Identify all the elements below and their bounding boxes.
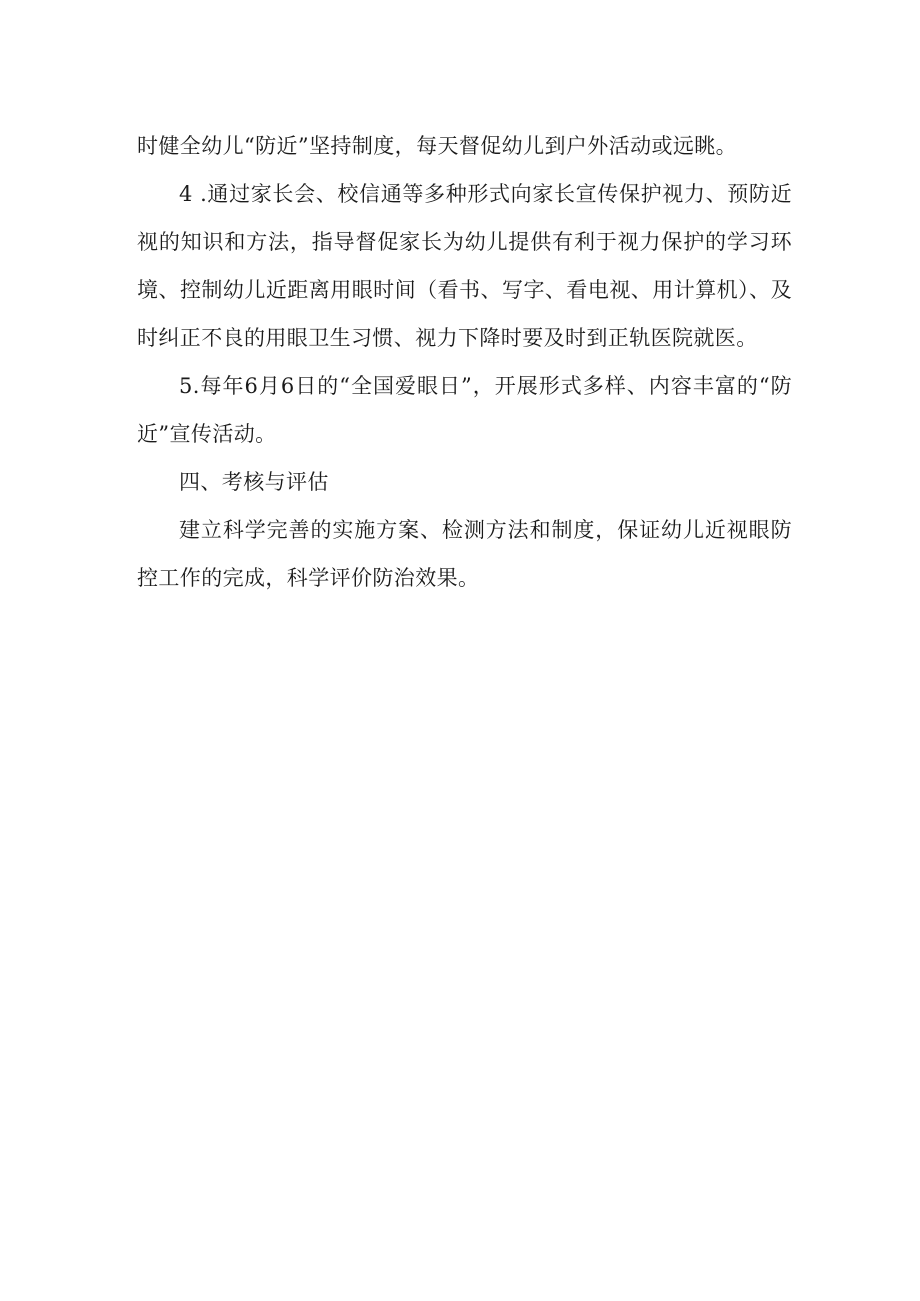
paragraph-continuation: 时健全幼儿“防近”坚持制度，每天督促幼儿到户外活动或远眺。 [137,134,738,158]
document-body [137,122,792,602]
section-heading-assessment: 四、考核与评估 [179,470,329,494]
paragraph-assessment: 建立科学完善的实施方案、检测方法和制度，保证幼儿近视眼防控工作的完成，科学评价防治效果。 [137,518,792,590]
paragraph-item-5: 5.每年6月6日的“全国爱眼日”，开展形式多样、内容丰富的“防近”宣传活动。 [137,374,792,446]
paragraph-item-4: 4 .通过家长会、校信通等多种形式向家长宣传保护视力、预防近视的知识和方法，指导督促家长为幼儿提供有利于视力保护的学习环境、控制幼儿近距离用眼时间（看书、写字、看电视、用计算机）、及时纠正不良的用眼卫生习惯、视力下降时要及时到正轨医院就医。 [137,182,792,350]
